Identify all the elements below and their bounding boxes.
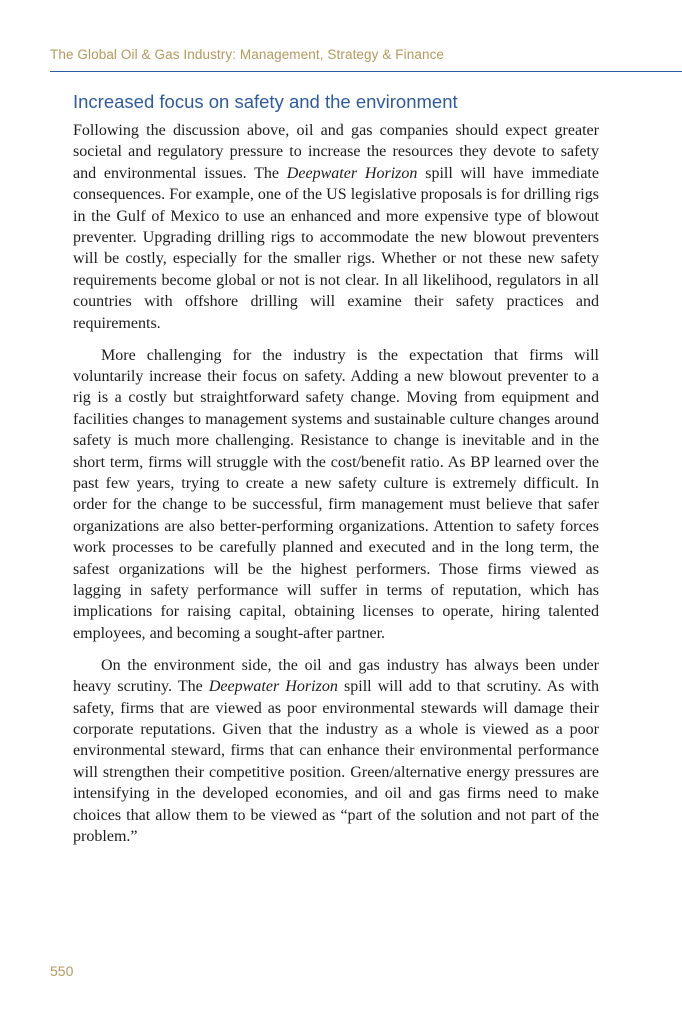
paragraph-1-text-a: Following the discussion above, oil and gas companies should expect greater societal and regulatory pressure to increase the resources they devote to safety and environmental issues. The	[73, 122, 599, 182]
paragraph-3-emphasis: Deepwater Horizon	[208, 678, 338, 696]
running-header-title: The Global Oil & Gas Industry: Management, Strategy & Finance	[50, 47, 445, 62]
paragraph-2: More challenging for the industry is the expectation that firms will voluntarily increase their focus on safety. Adding a new blowout preventer to a rig is a costly but straightforward safety change. Moving from equipment and facilities changes to management systems and sustainable culture changes around safety is much more challenging. Resistance to change is inevitable and in the short term, firms will struggle with the cost/benefit ratio. As BP learned over the past few years, trying to create a new safety culture is extremely difficult. In order for the change to be successful, firm management must believe that safer organizations are also better-performing organizations. Attention to safety forces work processes to be carefully planned and executed and in the long term, the safest organizations will be the highest performers. Those firms viewed as lagging in safety performance will suffer in terms of reputation, which has implications for raising capital, obtaining licenses to operate, hiring talented employees, and becoming a sought-after partner.	[73, 346, 599, 642]
paragraph-1-emphasis: Deepwater Horizon	[286, 164, 418, 182]
section-heading: Increased focus on safety and the environment	[73, 91, 458, 112]
header-divider	[50, 71, 682, 72]
main-content	[73, 90, 599, 847]
paragraph-1	[73, 120, 599, 334]
paragraph-3-text-a: On the environment side, the oil and gas industry has always been under heavy scrutiny. The	[73, 656, 599, 696]
paragraph-3-text-b: spill will add to that scrutiny. As with safety, firms that are viewed as poor environmental stewards will damage their corporate reputations. Given that the industry as a whole is viewed as a poor environmental steward, firms that can enhance their environmental performance will strengthen their competitive position. Green/alternative energy pressures are intensifying in the developed economies, and oil and gas firms need to make choices that allow them to be viewed as “part of the solution and not part of the problem.”	[73, 678, 599, 845]
paragraph-1-text-b: spill will have immediate consequences. For example, one of the US legislative proposals is for drilling rigs in the Gulf of Mexico to use an enhanced and more expensive type of blowout preventer. Upgrading drilling rigs to accommodate the new blowout preventers will be costly, especially for the smaller rigs. Whether or not these new safety requirements become global or not is not clear. In all likelihood, regulators in all countries with offshore drilling will examine their safety practices and requirements.	[73, 164, 599, 332]
paragraph-3	[73, 655, 599, 848]
page-number: 550	[50, 963, 74, 979]
